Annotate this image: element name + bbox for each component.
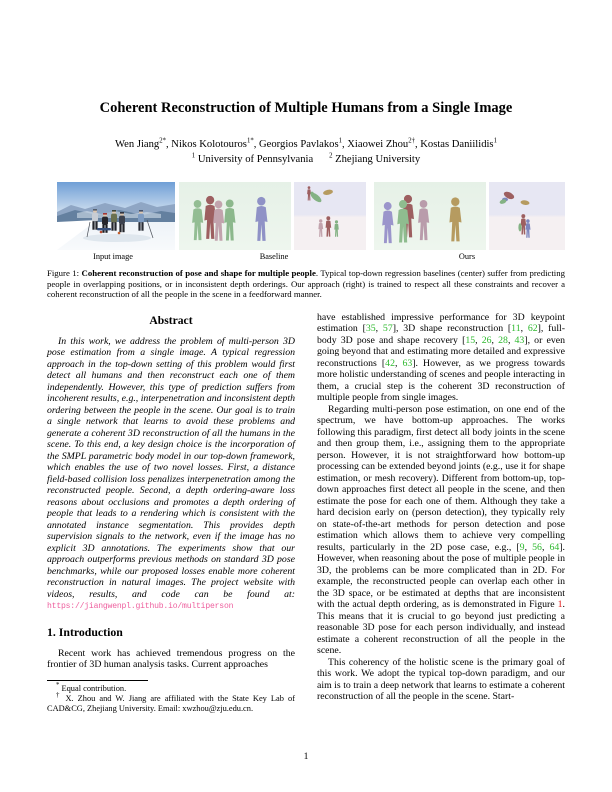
citation-link[interactable]: 43 <box>514 334 525 346</box>
figure-ours-front-view-panel <box>374 182 486 250</box>
superscript-marker: 2* <box>159 137 166 145</box>
superscript-marker: 1 <box>338 137 342 145</box>
two-column-body <box>47 312 565 714</box>
citation-link[interactable]: 64 <box>549 541 560 553</box>
citation-link[interactable]: 28 <box>498 334 508 346</box>
ours-front-view-illustration <box>374 182 486 250</box>
citation-link[interactable]: 35 <box>365 323 376 335</box>
label-input-image: Input image <box>93 252 133 261</box>
abstract-text: In this work, we address the problem of multi-person 3D pose estimation from a single image. A typical regression approach in the top-down setting of this problem would first detect all humans and then reconstruct each one of them independently. However, this type of prediction suffers from incoherent results, e.g., interpenetration and inconsistent depth ordering between the people in the scene. Our goal is to train a single network that learns to avoid these problems and generate a coherent 3D reconstruction of all the humans in the scene. To this end, a key design choice is the incorporation of the SMPL parametric body model in our top-down framework, which enables the use of two novel losses. First, a distance field-based collision loss penalizes interpenetration among the reconstructed people. Second, a depth ordering-aware loss reasons about occlusions and promotes a depth ordering of people that leads to a rendering which is consistent with the annotated instance segmentation. This provides depth supervision signals to the network, even if the image has no explicit 3D annotations. The experiments show that our approach outperforms previous methods on standard 3D pose benchmarks, while our proposed losses enable more coherent reconstruction in natural images. The project website with videos, results, and code can be found at: https://jiangwenpl.github.io/multiperson <box>47 335 295 612</box>
figure-1 <box>47 182 565 300</box>
figure-ours-top-view-panel <box>489 182 565 250</box>
introduction-paragraph-left: Recent work has achieved tremendous progress on the frontier of 3D human analysis tasks. Current approaches <box>47 647 295 671</box>
figure-panel-labels <box>47 252 565 261</box>
citation-link[interactable]: 56 <box>532 541 542 553</box>
author-line: Wen Jiang$^{2*}$, Nikos Kolotouros$^{1*}$, Georgios Pavlakos$^1$, Xiaowei Zhou$^{2\dagger}$, Kostas Daniilidis$^1$ <box>115 137 497 150</box>
abstract-heading: Abstract <box>149 313 193 327</box>
input-photo-illustration <box>57 182 175 250</box>
introduction-paragraph-2: Regarding multi-person pose estimation, on one end of the spectrum, we have bottom-up approaches. The works following this paradigm, first detect all body joints in the scene and then group them, i.e., assigning them to the appropriate person. However, it is not straightforward how bottom-up processing can be extended beyond joints (e.g., use it for shape estimation, or mesh recovery). Different from bottom-up, top-down approaches first detect all people in the scene, and then estimate the pose for each one of them. Although they take a hard decision early on (person detection), they typically rely on state-of-the-art methods for person detection and pose estimation which allows them to achieve very compelling results, particularly in the 2D pose case, e.g., [9, 56, 64]. However, when reasoning about the pose of multiple people in 3D, the problems can be more complicated than in 2D. For example, the reconstructed people can overlap each other in the 3D space, or be estimated at depths that are inconsistent with the actual depth ordering, as is demonstrated in Figure 1. This means that it is crucial to go beyond just predicting a reasonable 3D pose for each person individually, and instead estimate a coherent reconstruction of all the people in the scene. <box>317 403 566 657</box>
affiliation-line: $^1$ University of Pennsylvania $^2$ Zhejiang University <box>191 152 421 165</box>
label-ours: Ours <box>458 252 476 261</box>
project-url-link[interactable]: https://jiangwenpl.github.io/multiperson <box>47 602 234 612</box>
introduction-paragraph-1: have established impressive performance for 3D keypoint estimation [35, 57], 3D shape reconstruction [11, 62], full-body 3D pose and shape recovery [15, 26, 28, 43], or even going beyond that and estimating more detailed and expressive reconstructions [42, 63]. However, as we progress towards more holistic understanding of scenes and people interacting in them, a crucial step is the coherent 3D reconstruction of multiple people from single images. <box>317 311 566 404</box>
superscript-marker: 2 <box>329 152 333 160</box>
introduction-heading: 1. Introduction <box>47 624 123 639</box>
citation-link[interactable]: 63 <box>402 357 413 369</box>
superscript-marker: * <box>56 681 60 689</box>
label-baseline: Baseline <box>259 252 289 261</box>
figure-1-caption: Figure 1: Coherent reconstruction of pose and shape for multiple people. Typical top-down regression baselines (center) suffer from predicting people in overlapping positions, or in inconsistent depth orderings. Our approach (right) is trained to respect all these constraints and recover a coherent reconstruction of all the people in the scene in a feedforward manner. <box>47 268 565 300</box>
superscript-marker: 1 <box>191 152 196 160</box>
baseline-front-view-illustration <box>179 182 291 250</box>
right-column <box>317 312 565 714</box>
ours-top-view-illustration <box>489 182 565 250</box>
citation-link[interactable]: 62 <box>527 323 538 335</box>
footnote-rule <box>47 680 148 681</box>
superscript-marker: † <box>56 691 62 699</box>
citation-link[interactable]: 9 <box>519 541 525 553</box>
citation-link[interactable]: 57 <box>382 323 393 335</box>
figure-reference-link[interactable]: 1 <box>557 599 563 611</box>
superscript-marker: 2† <box>408 137 415 145</box>
introduction-paragraph-3: This coherency of the holistic scene is the primary goal of this work. We adopt the typical top-down paradigm, and our aim is to train a deep network that learns to estimate a coherent reconstruction of all the people in the scene. Start- <box>317 656 565 703</box>
citation-link[interactable]: 11 <box>511 323 521 335</box>
footnote-affiliation: † X. Zhou and W. Jiang are affiliated with the State Key Lab of CAD&CG, Zhejiang University. Email: xwzhou@zju.edu.cn. <box>47 691 295 713</box>
paper-title: Coherent Reconstruction of Multiple Humans from a Single Image <box>99 100 513 116</box>
page-number: 1 <box>303 751 309 762</box>
bold-text: Coherent reconstruction of pose and shape for multiple people <box>81 268 316 278</box>
figure-baseline-front-view-panel <box>179 182 291 250</box>
figure-baseline-top-view-panel <box>294 182 366 250</box>
left-column <box>47 312 295 714</box>
superscript-marker: 1* <box>246 137 254 145</box>
citation-link[interactable]: 26 <box>481 334 492 346</box>
citation-link[interactable]: 15 <box>465 334 476 346</box>
citation-link[interactable]: 42 <box>385 357 395 369</box>
baseline-top-view-illustration <box>294 182 366 250</box>
figure-input-image-panel <box>57 182 175 250</box>
superscript-marker: 1 <box>493 137 497 145</box>
footnote-equal-contribution: * Equal contribution. <box>56 681 127 693</box>
figure-1-panels <box>47 182 565 250</box>
